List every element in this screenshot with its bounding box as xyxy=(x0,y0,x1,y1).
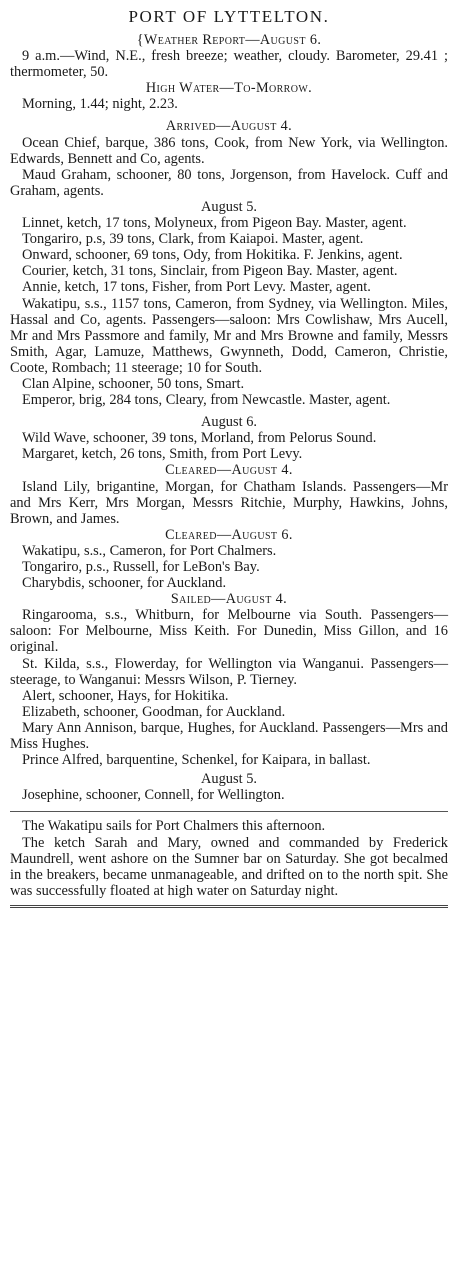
cleared-heading: Cleared—August 6. xyxy=(165,526,293,543)
arrival-entry: Linnet, ketch, 17 tons, Molyneux, from Pigeon Bay. Master, agent. xyxy=(22,215,407,232)
section-divider xyxy=(10,811,448,812)
sailed-entry: Mary Ann Annison, barque, Hughes, for Auckland. Passengers—Mrs and Miss Hughes. xyxy=(10,719,448,753)
column-end-rule xyxy=(10,905,448,908)
weather-report-text: 9 a.m.—Wind, N.E., fresh breeze; weather, cloudy. Barometer, 29.41 ; thermometer, 50. xyxy=(10,48,448,81)
cleared-entry: Tongariro, p.s., Russell, for LeBon's Bay. xyxy=(22,559,260,575)
sailed-entry: St. Kilda, s.s., Flowerday, for Wellington via Wanganui. Passengers—steerage, to Wanganui: Messrs Wilson, P. Tierney. xyxy=(10,655,448,688)
arrival-entry: Margaret, ketch, 26 tons, Smith, from Port Levy. xyxy=(22,446,303,463)
arrival-entry: Annie, ketch, 17 tons, Fisher, from Port Levy. Master, agent. xyxy=(22,279,371,296)
arrival-entry: Wild Wave, schooner, 39 tons, Morland, from Pelorus Sound. xyxy=(22,430,377,447)
cleared-entry: Charybdis, schooner, for Auckland. xyxy=(22,575,227,592)
cleared-heading: Cleared—August 4. xyxy=(165,462,293,479)
sailed-entry: Ringarooma, s.s., Whitburn, for Melbourne via South. Passengers—saloon: For Melbourne, Miss Keith. For Dunedin, Miss Gillon, and 16 original. xyxy=(10,607,448,656)
high-water-heading: High Water—To-Morrow. xyxy=(145,80,313,97)
sailed-entry: Prince Alfred, barquentine, Schenkel, for Kaipara, in ballast. xyxy=(22,752,371,769)
arrival-entry: Clan Alpine, schooner, 50 tons, Smart. xyxy=(22,375,245,392)
weather-report-heading: {Weather Report—August 6. xyxy=(136,32,322,48)
arrival-entry: Ocean Chief, barque, 386 tons, Cook, from New York, via Wellington. Edwards, Bennett and Co, agents. xyxy=(10,134,448,167)
arrival-entry: Maud Graham, schooner, 80 tons, Jorgenson, from Havelock. Cuff and Graham, agents. xyxy=(10,166,448,199)
arrival-entry: Emperor, brig, 284 tons, Cleary, from Newcastle. Master, agent. xyxy=(22,392,391,409)
cleared-entry: Wakatipu, s.s., Cameron, for Port Chalmers. xyxy=(22,542,277,559)
arrival-entry: Courier, ketch, 31 tons, Sinclair, from Pigeon Bay. Master, agent. xyxy=(22,263,398,280)
shipping-note: The ketch Sarah and Mary, owned and commanded by Frederick Maundrell, went ashore on the Sumner bar on Saturday. She got becalmed in the breakers, became unmanageable, and drifted on to the north spit. She was successfully floated at high water on Saturday night. xyxy=(10,834,448,899)
sailed-entry: Josephine, schooner, Connell, for Wellington. xyxy=(22,787,285,804)
arrival-entry: Wakatipu, s.s., 1157 tons, Cameron, from Sydney, via Wellington. Miles, Hassal and Co, agents. Passengers—saloon: Mrs Cowlishaw, Mrs Aucell, Mr and Mrs Passmore and family, Mr and Mrs Browne and family, Messrs Smith, Agar, Lamuze, Matthews, Gwynneth, Dodd, Cameron, Christie, Coote, Rombach; 11 steerage; 10 for South. xyxy=(10,295,448,376)
high-water-text: Morning, 1.44; night, 2.23. xyxy=(22,96,178,113)
arrival-entry: Onward, schooner, 69 tons, Ody, from Hokitika. F. Jenkins, agent. xyxy=(22,247,403,264)
sailed-date-heading: August 5. xyxy=(201,771,257,788)
arrived-date-heading: August 5. xyxy=(201,198,257,215)
sailed-heading: Sailed—August 4. xyxy=(170,591,288,608)
column-title: PORT OF LYTTELTON. xyxy=(128,7,330,26)
shipping-note: The Wakatipu sails for Port Chalmers this afternoon. xyxy=(22,818,326,835)
sailed-entry: Elizabeth, schooner, Goodman, for Auckland. xyxy=(22,703,286,720)
arrived-date-heading: August 6. xyxy=(201,414,257,431)
cleared-entry: Island Lily, brigantine, Morgan, for Chatham Islands. Passengers—Mr and Mrs Kerr, Mrs Morgan, Messrs Ritchie, Murphy, Hawkins, Johns, Brown, and James. xyxy=(10,478,448,527)
sailed-entry: Alert, schooner, Hays, for Hokitika. xyxy=(22,687,229,704)
arrived-heading: Arrived—August 4. xyxy=(165,118,293,135)
arrival-entry: Tongariro, p.s, 39 tons, Clark, from Kaiapoi. Master, agent. xyxy=(22,231,364,248)
